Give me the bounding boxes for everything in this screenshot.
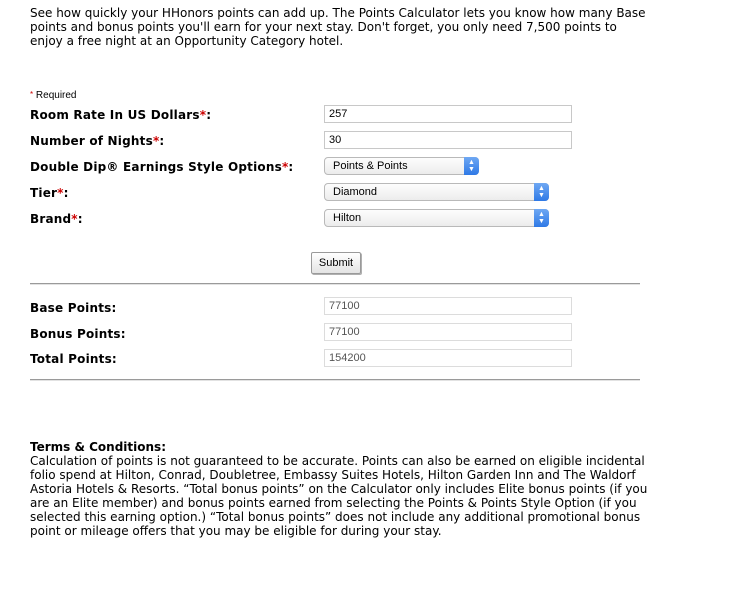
base-points-label: Base Points: [30,301,117,315]
nights-label-text: Number of Nights [30,134,153,148]
tier-label: Tier*: [30,186,69,200]
double-dip-select[interactable] [324,157,479,175]
tier-selected-value: Diamond [333,186,378,198]
brand-label: Brand*: [30,212,83,226]
bonus-points-output [324,323,572,341]
double-dip-label: Double Dip® Earnings Style Options*: [30,160,294,174]
required-star: * [30,90,34,99]
brand-label-text: Brand [30,212,72,226]
required-marker: * [152,134,160,148]
required-note-label: Required [35,90,77,101]
nights-input[interactable] [324,131,572,149]
divider-top [30,283,640,285]
submit-button[interactable]: Submit [311,252,361,274]
brand-select[interactable] [324,209,549,227]
tier-label-text: Tier [30,186,58,200]
required-note [30,90,77,101]
chevron-up-down-icon: ▲ ▼ [464,157,479,175]
required-marker: * [281,160,289,174]
terms-title: Terms & Conditions: [30,440,166,454]
total-points-label: Total Points: [30,352,117,366]
room-rate-input[interactable] [324,105,572,123]
tier-select[interactable] [324,183,549,201]
room-rate-label-text: Room Rate In US Dollars [30,108,200,122]
chevron-up-down-icon: ▲ ▼ [534,183,549,201]
intro-text: See how quickly your HHonors points can add up. The Points Calculator lets you know how many Base points and bonus points you'll earn for your next stay. Don't forget, you only need 7,500 points to enjoy a free night at an Opportunity Category hotel. [30,6,646,48]
chevron-up-down-icon: ▲ ▼ [534,209,549,227]
terms-section [30,440,660,538]
nights-label: Number of Nights*: [30,134,165,148]
base-points-output [324,297,572,315]
room-rate-label: Room Rate In US Dollars*: [30,108,212,122]
divider-bottom [30,379,640,381]
required-marker: * [71,212,78,226]
brand-selected-value: Hilton [333,212,362,224]
double-dip-selected-value: Points & Points [333,160,408,172]
total-points-output [324,349,572,367]
terms-body: Calculation of points is not guaranteed to be accurate. Points can also be earned on eligible incidental folio spend at Hilton, Conrad, Doubletree, Embassy Suites Hotels, Hilton Garden Inn and The Waldorf Astoria Hotels & Resorts. “Total bonus points” on the Calculator only includes Elite bonus points (if you are an Elite member) and bonus points earned from selecting the Points & Points Style Option (if you selected this earning option.) “Total bonus points” does not include any additional promotional bonus point or mileage offers that you may be eligible for during your stay. [30,454,648,538]
required-marker: * [57,186,64,200]
required-marker: * [199,108,207,122]
double-dip-label-text: Double Dip® Earnings Style Options [30,160,282,174]
bonus-points-label: Bonus Points: [30,327,126,341]
